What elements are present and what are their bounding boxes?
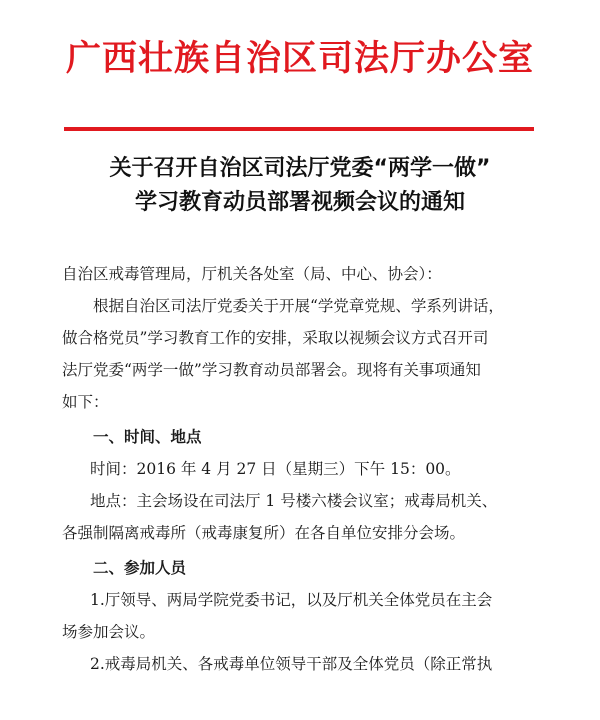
document-body — [62, 258, 544, 680]
intro-paragraph — [62, 290, 544, 418]
participants-item-2-line-1: 2.戒毒局机关、各戒毒单位领导干部及全体党员（除正常执 — [90, 655, 493, 673]
document-title — [0, 152, 600, 220]
participants-item-1-line-1: 1.厅领导、两局学院党委书记，以及厅机关全体党员在主会 — [90, 591, 493, 609]
meeting-place-line-1: 地点：主会场设在司法厅 1 号楼六楼会议室；戒毒局机关、 — [90, 492, 498, 510]
addressee: 自治区戒毒管理局，厅机关各处室（局、中心、协会）： — [62, 265, 442, 283]
meeting-place-line-2: 各强制隔离戒毒所（戒毒康复所）在各自单位安排分会场。 — [62, 524, 466, 542]
section-heading-time-place: 一、时间、地点 — [93, 428, 202, 446]
intro-line-4: 如下： — [62, 393, 109, 411]
meeting-place-continuation — [62, 517, 544, 549]
title-line-1: 关于召开自治区司法厅党委“两学一做” — [109, 156, 491, 181]
red-divider-line — [64, 127, 534, 131]
intro-line-2: 做合格党员”学习教育工作的安排，采取以视频会议方式召开司 — [62, 329, 489, 347]
participants-item-1-continuation — [62, 616, 544, 648]
participants-item-1-line-2: 场参加会议。 — [62, 623, 156, 641]
section-heading-participants: 二、参加人员 — [93, 559, 187, 577]
letterhead: 广西壮族自治区司法厅办公室 — [65, 38, 534, 79]
intro-line-3: 法厅党委“两学一做”学习教育动员部署会。现将有关事项通知 — [62, 361, 481, 379]
intro-line-1: 根据自治区司法厅党委关于开展“学党章党规、学系列讲话， — [93, 297, 504, 315]
meeting-time: 时间：2016 年 4 月 27 日（星期三）下午 15：00。 — [90, 460, 461, 478]
title-line-2: 学习教育动员部署视频会议的通知 — [134, 190, 465, 215]
